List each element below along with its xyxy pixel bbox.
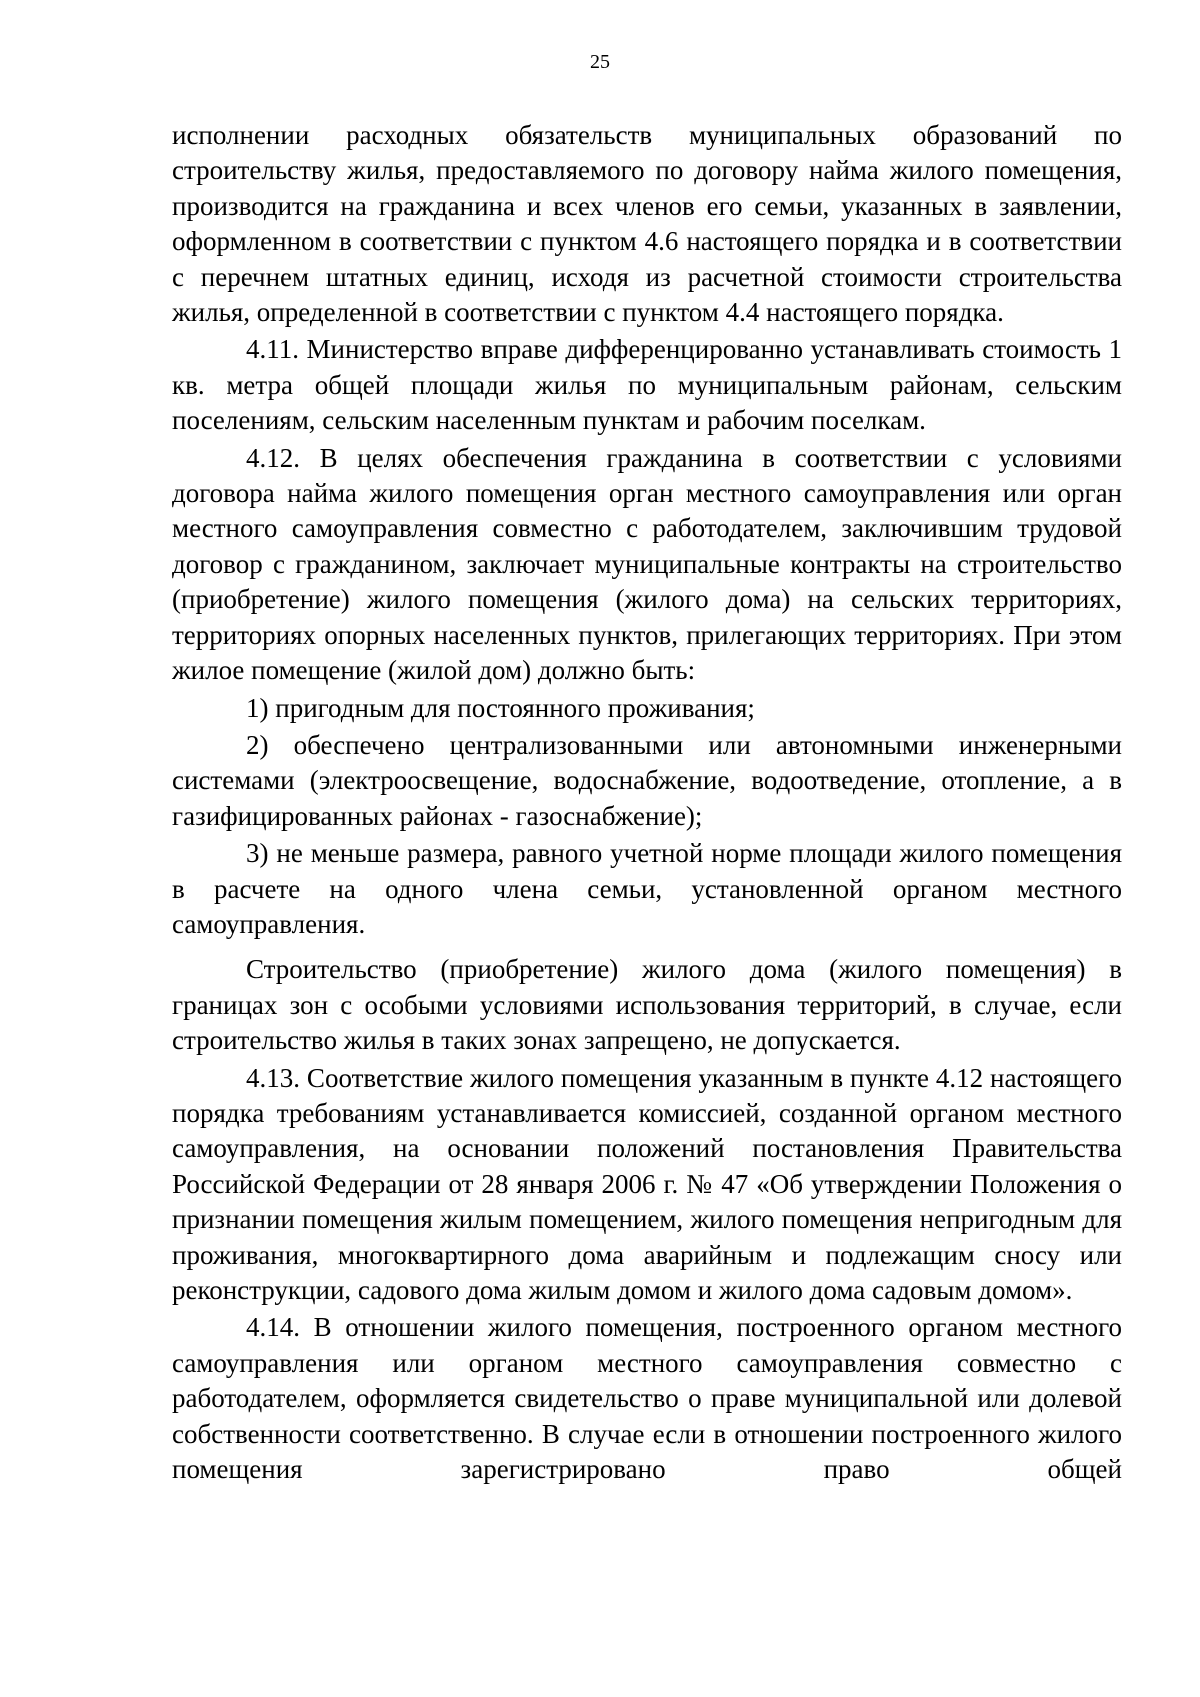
paragraph-4-12: 4.12. В целях обеспечения гражданина в соответствии с условиями договора найма жилого помещения орган местного самоуправления или орган местного самоуправления совместно с работодателем, заключившим трудовой договор с гражданином, заключает муниципальные контракты на строительство (приобретение) жилого помещения (жилого дома) на сельских территориях, территориях опорных населенных пунктов, прилегающих территориях. При этом жилое помещение (жилой дом) должно быть: [172,442,1122,686]
document-body [172,118,1122,1487]
page-number: 25 [590,51,610,73]
paragraph-4-14: 4.14. В отношении жилого помещения, построенного органом местного самоуправления или органом местного самоуправления совместно с работодателем, оформляется свидетельство о праве муниципальной или долевой собственности соответственно. В случае если в отношении построенного жилого помещения зарегистрировано право общей [172,1312,1122,1485]
list-item-2: 2) обеспечено централизованными или автономными инженерными системами (электроосвещение, водоснабжение, водоотведение, отопление, а в газифицированных районах - газоснабжение); [172,729,1122,831]
paragraph-construction-zones: Строительство (приобретение) жилого дома (жилого помещения) в границах зон с особыми условиями использования территорий, в случае, если строительство жилья в таких зонах запрещено, не допускается. [172,954,1122,1056]
list-item-3: 3) не меньше размера, равного учетной норме площади жилого помещения в расчете на одного члена семьи, установленной органом местного самоуправления. [172,838,1122,939]
list-item-1: 1) пригодным для постоянного проживания; [246,692,755,723]
paragraph-continuation: исполнении расходных обязательств муниципальных образований по строительству жилья, предоставляемого по договору найма жилого помещения, производится на гражданина и всех членов его семьи, указанных в заявлении, оформленном в соответствии с пунктом 4.6 настоящего порядка и в соответствии с перечнем штатных единиц, исходя из расчетной стоимости строительства жилья, определенной в соответствии с пунктом 4.4 настоящего порядка. [172,120,1122,328]
paragraph-4-11: 4.11. Министерство вправе дифференцированно устанавливать стоимость 1 кв. метра общей площади жилья по муниципальным районам, сельским поселениям, сельским населенным пунктам и рабочим поселкам. [172,334,1122,436]
paragraph-4-13: 4.13. Соответствие жилого помещения указанным в пункте 4.12 настоящего порядка требованиям устанавливается комиссией, созданной органом местного самоуправления, на основании положений постановления Правительства Российской Федерации от 28 января 2006 г. № 47 «Об утверждении Положения о признании помещения жилым помещением, жилого помещения непригодным для проживания, многоквартирного дома аварийным и подлежащим сносу или реконструкции, садового дома жилым домом и жилого дома садовым домом». [172,1062,1122,1305]
